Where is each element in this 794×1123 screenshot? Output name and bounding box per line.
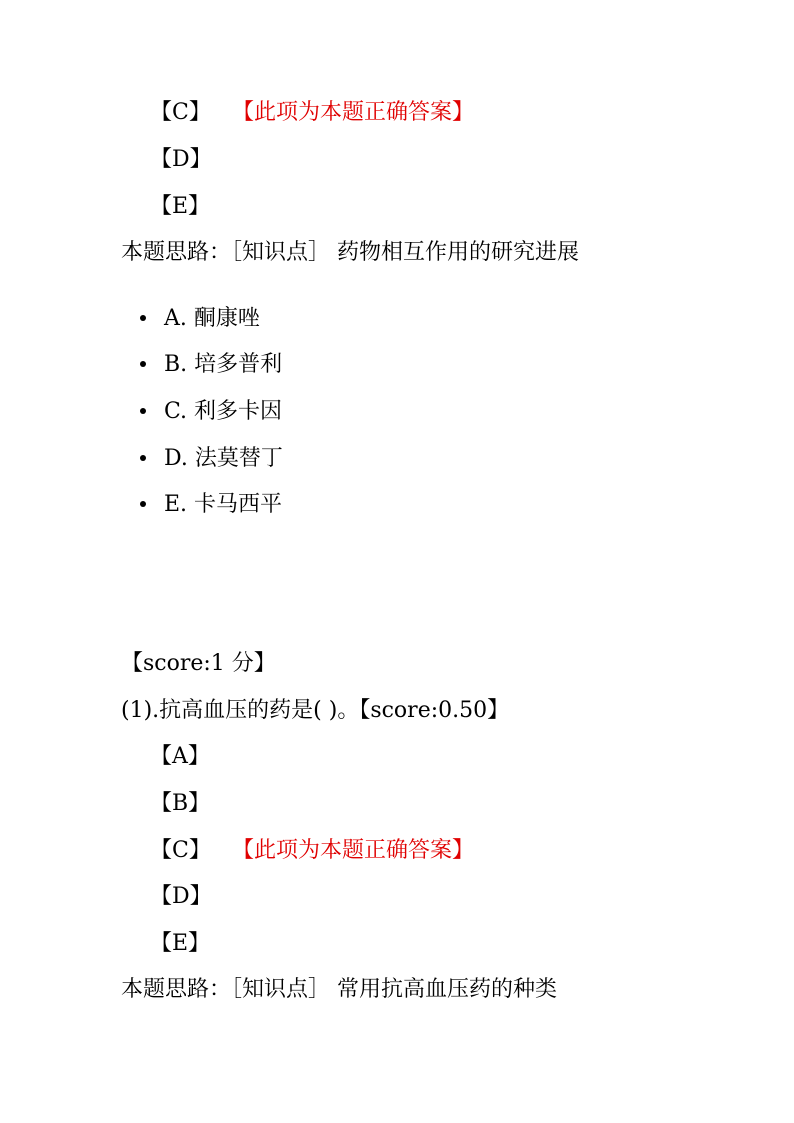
choice-list-item	[140, 397, 282, 427]
choice-text: C. 利多卡因	[164, 399, 283, 424]
bullet-icon	[140, 315, 146, 321]
choice-list-item	[140, 304, 260, 334]
option-c-label: 【C】	[150, 100, 211, 125]
choice-text: A. 酮康唑	[164, 306, 260, 331]
choice-list-item	[140, 350, 282, 380]
choice-text: D. 法莫替丁	[164, 446, 283, 471]
bullet-icon	[140, 408, 146, 414]
solution-hint: 本题思路：［知识点］ 药物相互作用的研究进展	[121, 240, 579, 265]
choice-text: E. 卡马西平	[164, 492, 283, 517]
option-e-label: 【E】	[150, 931, 211, 956]
score-label: 【score:1 分】	[121, 651, 276, 676]
bullet-icon	[140, 361, 146, 367]
option-c-label: 【C】	[150, 838, 211, 863]
option-b-label: 【B】	[150, 791, 211, 816]
choice-text: B. 培多普利	[164, 352, 283, 377]
bullet-icon	[140, 455, 146, 461]
correct-answer-mark: 【此项为本题正确答案】	[232, 838, 475, 863]
correct-answer-mark: 【此项为本题正确答案】	[232, 100, 475, 125]
option-e-label: 【E】	[150, 194, 211, 219]
option-d-label: 【D】	[150, 147, 212, 172]
choice-list-item	[140, 444, 283, 474]
option-a-label: 【A】	[150, 744, 210, 769]
solution-hint: 本题思路：［知识点］ 常用抗高血压药的种类	[121, 977, 557, 1002]
question-text: (1).抗高血压的药是( )。【score:0.50】	[121, 698, 510, 723]
bullet-icon	[140, 501, 146, 507]
choice-list-item	[140, 490, 282, 520]
option-d-label: 【D】	[150, 884, 212, 909]
